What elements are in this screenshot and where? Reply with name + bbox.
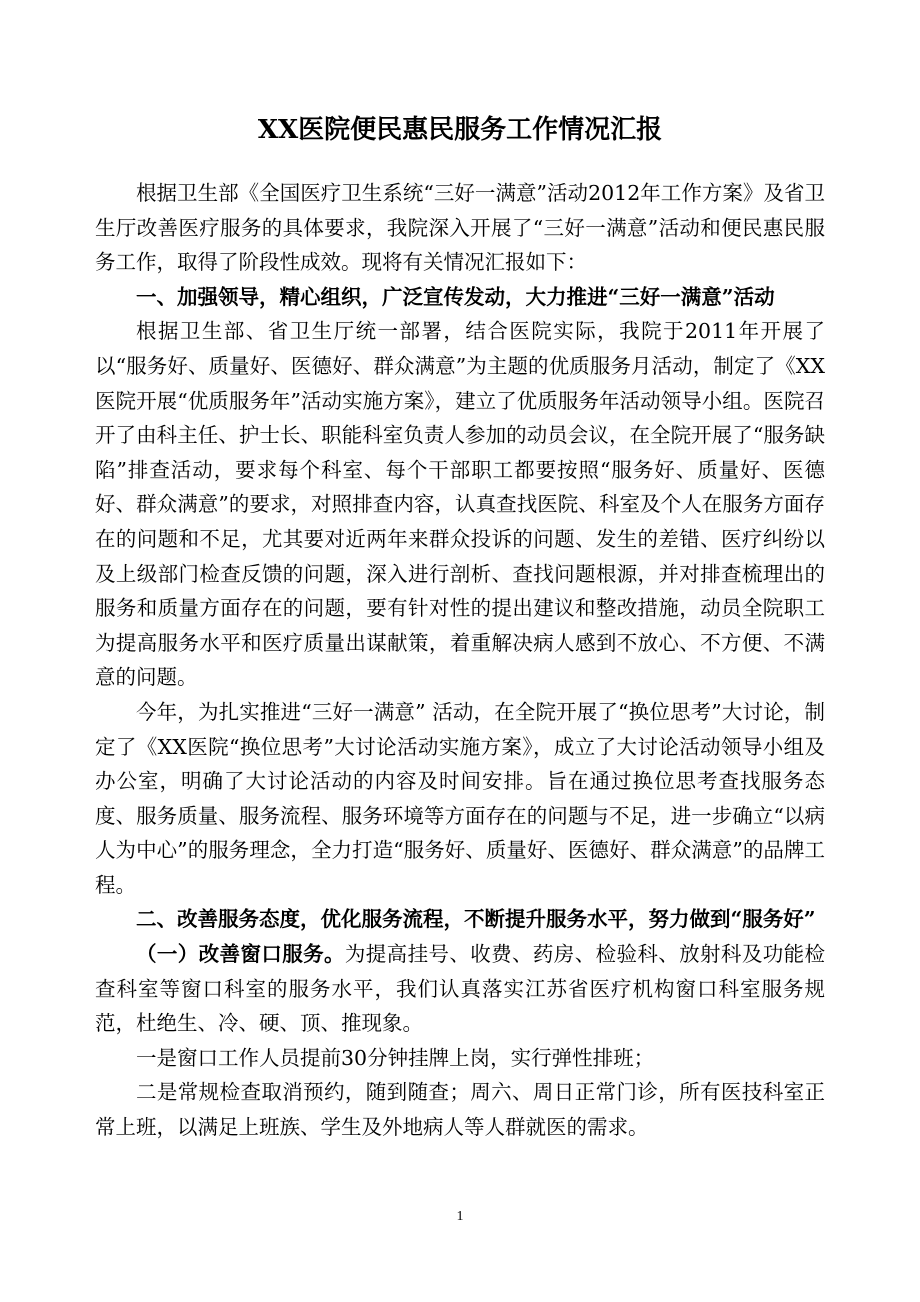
section-heading-1: 一、加强领导，精心组织，广泛宣传发动，大力推进“三好一满意”活动 — [136, 284, 775, 309]
section-heading-2: 二、改善服务态度，优化服务流程，不断提升服务水平，努力做到“服务好” — [136, 907, 816, 932]
subheading-window-service: （一）改善窗口服务。 — [136, 942, 345, 967]
document-title: XX医院便民惠民服务工作情况汇报 — [257, 115, 663, 145]
document-body — [95, 176, 825, 1145]
paragraph-section1-this-year: 今年，为扎实推进“三好一满意” 活动，在全院开展了“换位思考”大讨论，制定了《XX医院“换位思考”大讨论活动实施方案》，成立了大讨论活动领导小组及办公室，明确了大讨论活动的内容及时间安排。旨在通过换位思考查找服务态度、服务质量、服务流程、服务环境等方面存在的问题与不足，进一步确立“以病人为中心”的服务理念，全力打造“服务好、质量好、医德好、群众满意”的品牌工程。 — [95, 699, 825, 897]
paragraph-window-service — [95, 937, 825, 1041]
window-service-text: 为提高挂号、收费、药房、检验科、放射科及功能检查科室等窗口科室的服务水平，我们认真落实江苏省医疗机构窗口科室服务规范，杜绝生、冷、硬、顶、推现象。 — [95, 942, 825, 1036]
paragraph-intro: 根据卫生部《全国医疗卫生系统“三好一满意”活动2012年工作方案》及省卫生厅改善医疗服务的具体要求，我院深入开展了“三好一满意”活动和便民惠民服务工作，取得了阶段性成效。现将有关情况汇报如下： — [95, 181, 825, 275]
paragraph-section1-body: 根据卫生部、省卫生厅统一部署，结合医院实际，我院于2011年开展了以“服务好、质量好、医德好、群众满意”为主题的优质服务月活动，制定了《XX医院开展“优质服务年”活动实施方案》，建立了优质服务年活动领导小组。医院召开了由科主任、护士长、职能科室负责人参加的动员会议，在全院开展了“服务缺陷”排查活动，要求每个科室、每个干部职工都要按照“服务好、质量好、医德好、群众满意”的要求，对照排查内容，认真查找医院、科室及个人在服务方面存在的问题和不足，尤其要对近两年来群众投诉的问题、发生的差错、医疗纠纷以及上级部门检查反馈的问题，深入进行剖析、查找问题根源，并对排查梳理出的服务和质量方面存在的问题，要有针对性的提出建议和整改措施，动员全院职工为提高服务水平和医疗质量出谋献策，着重解决病人感到不放心、不方便、不满意的问题。 — [95, 319, 825, 690]
page-number: 1 — [456, 1209, 464, 1224]
paragraph-item-two: 二是常规检查取消预约，随到随查；周六、周日正常门诊，所有医技科室正常上班，以满足上班族、学生及外地病人等人群就医的需求。 — [95, 1080, 825, 1140]
paragraph-item-one: 一是窗口工作人员提前30分钟挂牌上岗，实行弹性排班； — [136, 1045, 655, 1070]
